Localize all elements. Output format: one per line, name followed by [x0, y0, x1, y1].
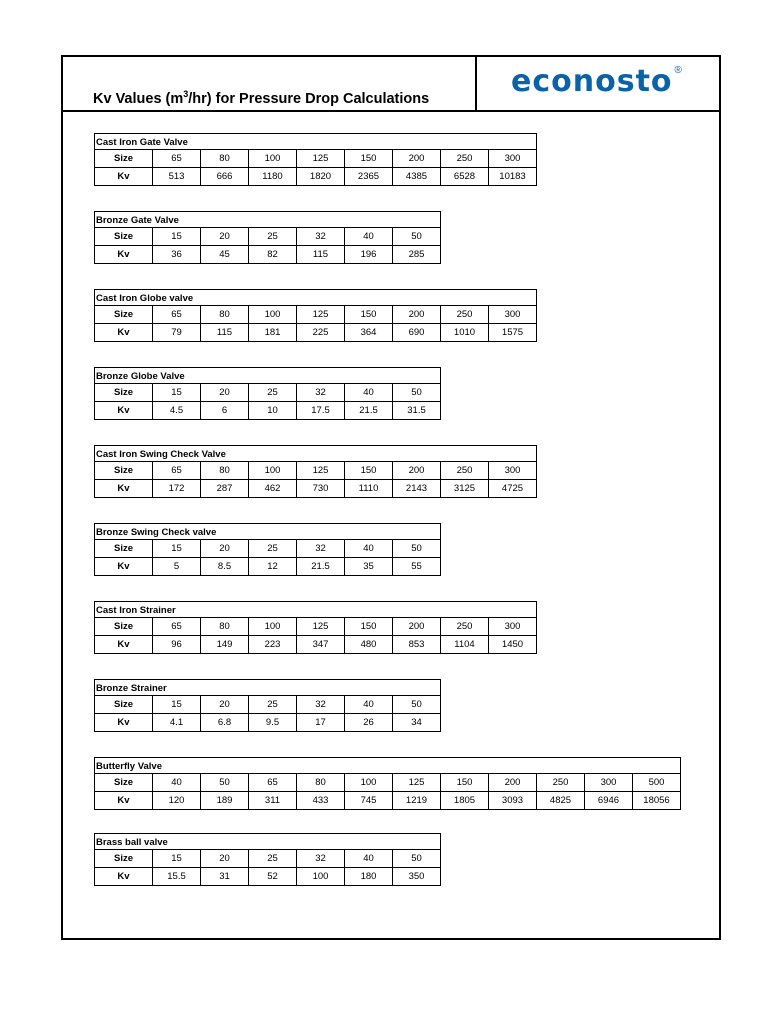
table-cell: 18056 [632, 792, 680, 809]
table-cell: 26 [344, 714, 392, 731]
table-cell: 6 [200, 402, 248, 419]
table-cell: 40 [344, 384, 392, 401]
table-cell: 65 [152, 462, 200, 479]
table-cell: 100 [248, 618, 296, 635]
table-cell: 150 [344, 462, 392, 479]
page-title: Kv Values $(m^3/hr)$ for Pressure Drop Calculations [93, 89, 430, 107]
table-cell: 311 [248, 792, 296, 809]
table-cell: 5 [152, 558, 200, 575]
size-row [95, 540, 440, 557]
table-cell: 21.5 [296, 558, 344, 575]
table-cell: 500 [632, 774, 680, 791]
kv-row [95, 245, 440, 263]
table-cell: 80 [200, 462, 248, 479]
table-cell: 200 [392, 150, 440, 167]
table-cell: 9.5 [248, 714, 296, 731]
table-title: Brass ball valve [95, 834, 440, 850]
table-cell: 32 [296, 696, 344, 713]
size-row [95, 306, 536, 323]
size-row [95, 228, 440, 245]
row-label: Kv [117, 171, 130, 182]
row-label: Size [113, 231, 133, 242]
table-cell: 12 [248, 558, 296, 575]
table-cell: 21.5 [344, 402, 392, 419]
logo-box [475, 57, 723, 110]
table-cell: 200 [392, 306, 440, 323]
table-cell: 180 [344, 868, 392, 885]
table-cell: 4725 [488, 480, 536, 497]
table-cell: 55 [392, 558, 440, 575]
table-cell: 20 [200, 540, 248, 557]
table-cell: 1110 [344, 480, 392, 497]
table-cell: 150 [344, 618, 392, 635]
table-cell: 4.1 [152, 714, 200, 731]
table-cell: 25 [248, 228, 296, 245]
table-cell: 6946 [584, 792, 632, 809]
table-cell: 50 [392, 228, 440, 245]
table-cell: 52 [248, 868, 296, 885]
table-cell: 34 [392, 714, 440, 731]
table-cell: 50 [392, 384, 440, 401]
size-row [95, 462, 536, 479]
row-label: Size [113, 621, 133, 632]
valve-table [94, 601, 537, 654]
table-cell: 125 [296, 462, 344, 479]
table-cell: 730 [296, 480, 344, 497]
table-cell: 125 [296, 150, 344, 167]
table-cell: 300 [488, 306, 536, 323]
valve-table [94, 211, 441, 264]
table-cell: 250 [440, 150, 488, 167]
table-cell: 32 [296, 850, 344, 867]
table-cell: 80 [200, 618, 248, 635]
table-cell: 80 [200, 306, 248, 323]
table-cell: 6528 [440, 168, 488, 185]
table-cell: 15.5 [152, 868, 200, 885]
table-cell: 96 [152, 636, 200, 653]
table-cell: 15 [152, 850, 200, 867]
table-cell: 250 [440, 618, 488, 635]
table-cell: 225 [296, 324, 344, 341]
table-cell: 35 [344, 558, 392, 575]
table-cell: 150 [344, 306, 392, 323]
table-cell: 17.5 [296, 402, 344, 419]
table-cell: 125 [296, 618, 344, 635]
valve-table [94, 833, 441, 886]
table-cell: 50 [392, 540, 440, 557]
row-label: Kv [117, 327, 130, 338]
table-cell: 1820 [296, 168, 344, 185]
table-cell: 20 [200, 696, 248, 713]
row-label: Size [113, 543, 133, 554]
row-label: Kv [117, 561, 130, 572]
table-cell: 666 [200, 168, 248, 185]
table-cell: 350 [392, 868, 440, 885]
table-cell: 50 [392, 696, 440, 713]
table-cell: 15 [152, 228, 200, 245]
table-cell: 3093 [488, 792, 536, 809]
table-cell: 50 [392, 850, 440, 867]
table-cell: 65 [152, 150, 200, 167]
table-cell: 65 [152, 306, 200, 323]
row-label: Size [113, 387, 133, 398]
kv-row [95, 323, 536, 341]
row-label: Size [113, 853, 133, 864]
table-cell: 149 [200, 636, 248, 653]
table-cell: 115 [200, 324, 248, 341]
table-cell: 25 [248, 850, 296, 867]
row-label: Kv [117, 483, 130, 494]
table-cell: 745 [344, 792, 392, 809]
logo-wordmark: econosto [511, 64, 673, 99]
size-row [95, 150, 536, 167]
table-cell: 20 [200, 228, 248, 245]
table-cell: 250 [536, 774, 584, 791]
valve-table [94, 445, 537, 498]
table-cell: 100 [344, 774, 392, 791]
table-cell: 32 [296, 228, 344, 245]
kv-row [95, 713, 440, 731]
size-row [95, 696, 440, 713]
table-cell: 150 [344, 150, 392, 167]
table-cell: 189 [200, 792, 248, 809]
table-cell: 8.5 [200, 558, 248, 575]
kv-row [95, 479, 536, 497]
table-cell: 20 [200, 850, 248, 867]
table-cell: 1450 [488, 636, 536, 653]
table-cell: 31.5 [392, 402, 440, 419]
table-cell: 287 [200, 480, 248, 497]
table-cell: 115 [296, 246, 344, 263]
row-label: Size [113, 153, 133, 164]
header-divider [63, 110, 719, 112]
table-cell: 65 [248, 774, 296, 791]
size-row [95, 618, 536, 635]
valve-table [94, 523, 441, 576]
table-cell: 80 [200, 150, 248, 167]
table-cell: 100 [296, 868, 344, 885]
row-label: Kv [117, 639, 130, 650]
row-label: Size [113, 699, 133, 710]
table-cell: 2365 [344, 168, 392, 185]
table-cell: 433 [296, 792, 344, 809]
table-cell: 181 [248, 324, 296, 341]
table-title: Bronze Gate Valve [95, 212, 440, 228]
table-cell: 15 [152, 540, 200, 557]
table-cell: 300 [488, 462, 536, 479]
table-cell: 300 [488, 618, 536, 635]
table-cell: 10183 [488, 168, 536, 185]
table-cell: 125 [392, 774, 440, 791]
table-cell: 10 [248, 402, 296, 419]
table-title: Cast Iron Strainer [95, 602, 536, 618]
kv-row [95, 867, 440, 885]
table-cell: 4.5 [152, 402, 200, 419]
table-cell: 17 [296, 714, 344, 731]
row-label: Kv [117, 405, 130, 416]
size-row [95, 850, 440, 867]
table-cell: 347 [296, 636, 344, 653]
row-label: Size [113, 777, 133, 788]
valve-table [94, 679, 441, 732]
table-title: Bronze Swing Check valve [95, 524, 440, 540]
table-cell: 45 [200, 246, 248, 263]
table-cell: 285 [392, 246, 440, 263]
table-cell: 40 [152, 774, 200, 791]
table-cell: 200 [488, 774, 536, 791]
table-cell: 82 [248, 246, 296, 263]
table-cell: 80 [296, 774, 344, 791]
table-cell: 100 [248, 150, 296, 167]
registered-mark: ® [674, 65, 682, 76]
table-cell: 690 [392, 324, 440, 341]
valve-table [94, 289, 537, 342]
table-cell: 200 [392, 618, 440, 635]
table-cell: 36 [152, 246, 200, 263]
table-cell: 1219 [392, 792, 440, 809]
table-cell: 1805 [440, 792, 488, 809]
table-cell: 364 [344, 324, 392, 341]
table-cell: 462 [248, 480, 296, 497]
row-label: Size [113, 465, 133, 476]
table-cell: 15 [152, 696, 200, 713]
size-row [95, 384, 440, 401]
econosto-logo [511, 65, 682, 99]
table-cell: 120 [152, 792, 200, 809]
table-cell: 196 [344, 246, 392, 263]
kv-row [95, 557, 440, 575]
table-cell: 300 [488, 150, 536, 167]
table-cell: 125 [296, 306, 344, 323]
table-cell: 250 [440, 306, 488, 323]
table-cell: 25 [248, 384, 296, 401]
table-cell: 1180 [248, 168, 296, 185]
table-cell: 100 [248, 306, 296, 323]
table-cell: 150 [440, 774, 488, 791]
table-title: Butterfly Valve [95, 758, 680, 774]
table-cell: 1104 [440, 636, 488, 653]
table-cell: 6.8 [200, 714, 248, 731]
row-label: Size [113, 309, 133, 320]
valve-table [94, 367, 441, 420]
table-cell: 223 [248, 636, 296, 653]
document-frame [61, 55, 721, 940]
table-cell: 50 [200, 774, 248, 791]
table-cell: 480 [344, 636, 392, 653]
table-cell: 32 [296, 384, 344, 401]
table-cell: 15 [152, 384, 200, 401]
table-cell: 1010 [440, 324, 488, 341]
row-label: Kv [117, 717, 130, 728]
table-cell: 20 [200, 384, 248, 401]
table-cell: 40 [344, 850, 392, 867]
table-cell: 40 [344, 228, 392, 245]
table-cell: 25 [248, 540, 296, 557]
table-cell: 25 [248, 696, 296, 713]
table-cell: 40 [344, 540, 392, 557]
table-cell: 513 [152, 168, 200, 185]
kv-row [95, 635, 536, 653]
table-cell: 100 [248, 462, 296, 479]
table-cell: 250 [440, 462, 488, 479]
table-title: Cast Iron Globe valve [95, 290, 536, 306]
table-title: Cast Iron Gate Valve [95, 134, 536, 150]
table-cell: 40 [344, 696, 392, 713]
table-cell: 300 [584, 774, 632, 791]
kv-row [95, 167, 536, 185]
row-label: Kv [117, 871, 130, 882]
table-cell: 65 [152, 618, 200, 635]
table-cell: 4385 [392, 168, 440, 185]
table-cell: 853 [392, 636, 440, 653]
table-title: Cast Iron Swing Check Valve [95, 446, 536, 462]
table-title: Bronze Globe Valve [95, 368, 440, 384]
size-row [95, 774, 680, 791]
row-label: Kv [117, 249, 130, 260]
table-cell: 2143 [392, 480, 440, 497]
table-cell: 200 [392, 462, 440, 479]
kv-row [95, 401, 440, 419]
table-cell: 4825 [536, 792, 584, 809]
valve-table [94, 757, 681, 810]
table-cell: 79 [152, 324, 200, 341]
table-cell: 32 [296, 540, 344, 557]
table-cell: 31 [200, 868, 248, 885]
table-cell: 1575 [488, 324, 536, 341]
kv-row [95, 791, 680, 809]
table-title: Bronze Strainer [95, 680, 440, 696]
table-cell: 3125 [440, 480, 488, 497]
valve-table [94, 133, 537, 186]
row-label: Kv [117, 795, 130, 806]
table-cell: 172 [152, 480, 200, 497]
